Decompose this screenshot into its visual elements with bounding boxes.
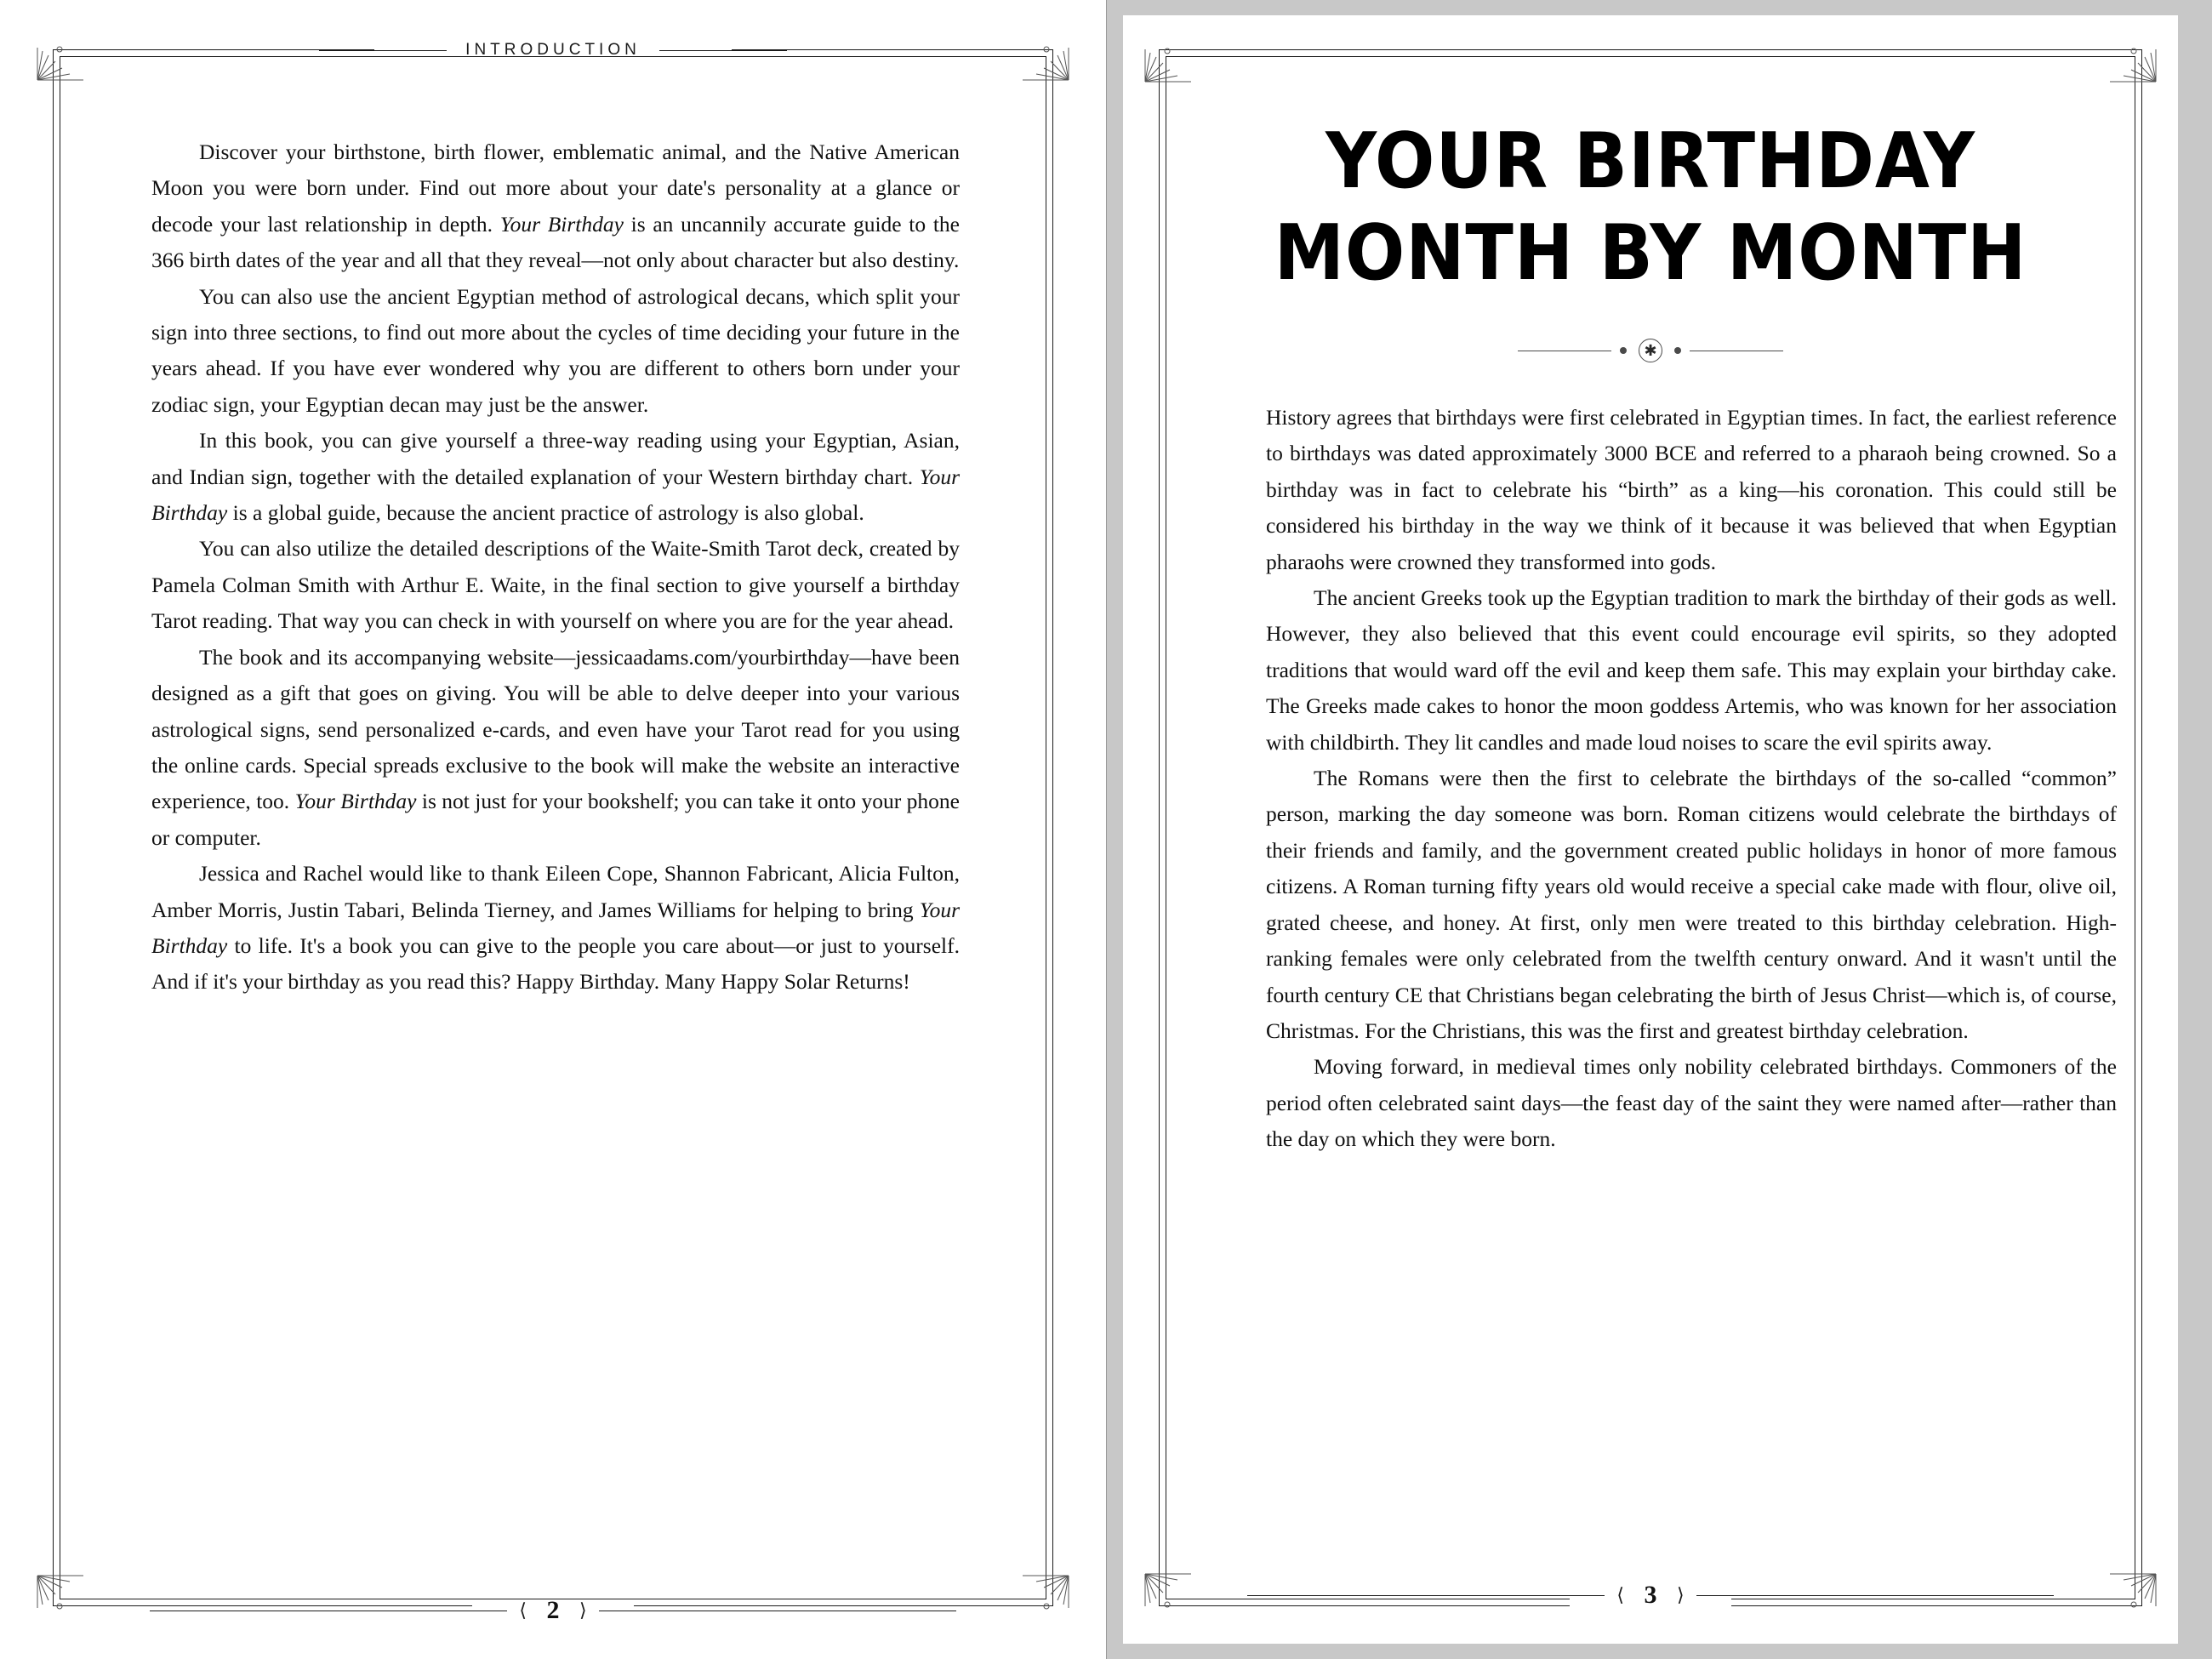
left-page-body [151,134,960,1001]
page-number: 3 [1644,1581,1657,1609]
paragraph: In this book, you can give yourself a three-way reading using your Egyptian, Asian, and Indian sign, together with the detailed explanation of your Western birthday chart. Your Birthday is a global guide, because the ancient practice of astrology is also global. [151,428,960,526]
asterisk-star-icon: ✱ [1639,339,1662,362]
page-title-line-2: MONTH BY MONTH [1274,208,2027,298]
paragraph: Discover your birthstone, birth flower, emblematic animal, and the Native American Moon you were born under. Find out more about your date's personality at a glance or decode your last relationship in depth. Your Birthday is an uncannily accurate guide to the 366 birth dates of the year and all that they reveal—not only about character but also destiny. [151,140,960,273]
paragraph: You can also use the ancient Egyptian method of astrological decans, which split your sign into three sections, to find out more about the cycles of time deciding your future in the years ahead. If you have ever wondered why you are different to others born under your zodiac sign, your Egyptian decan may just be the answer. [151,283,960,417]
folio-rule-right [1696,1595,2054,1596]
page-title [1259,116,2042,299]
paragraph: The Romans were then the first to celebrate the birthdays of the so-called “common” person, marking the day someone was born. Roman citizens would celebrate the birthdays of their friends and family, and the government created public holidays in honor of more famous citizens. A Roman turning fifty years old would receive a special cake made with flour, olive oil, grated cheese, and honey. At first, only men were treated to this birthday celebration. High-ranking females were only celebrated from the twelfth century onward. And it wasn't until the fourth century CE that Christians began celebrating the birth of Jesus Christ—which is, of course, Christmas. For the Christians, this was the first and greatest birthday celebration. [1266,766,2117,1043]
divider-dot-right [1674,347,1681,354]
folio-right [1123,1581,2178,1610]
right-page-body [1266,400,2117,1158]
paragraph: Jessica and Rachel would like to thank Eileen Cope, Shannon Fabricant, Alicia Fulton, Amber Morris, Justin Tabari, Belinda Tierney, and James Williams for helping to bring Your Birthday to life. It's a book you can give to the people you care about—or just to yourself. And if it's your birthday as you read this? Happy Birthday. Many Happy Solar Returns! [151,861,960,995]
running-head-rule-left [319,50,447,51]
title-divider-ornament [1225,339,2076,362]
paragraph: The ancient Greeks took up the Egyptian tradition to mark the birthday of their gods as well. However, they also believed that this event could encourage evil spirits, so they adopted traditions that would ward off the evil and keep them safe. This may explain your birthday cake. The Greeks made cakes to honor the moon goddess Artemis, who was known for her association with childbirth. They lit candles and made loud noises to scare the evil spirits away. [1266,585,2117,755]
folio-rule-left [1247,1595,1605,1596]
divider-dot-left [1620,347,1627,354]
page-title-line-1: YOUR BIRTHDAY [1325,117,1975,206]
paragraph: You can also utilize the detailed descriptions of the Waite-Smith Tarot deck, created by Pamela Colman Smith with Arthur E. Waite, in the final section to give yourself a birthday Tarot reading. That way you can check in with yourself on where you are for the year ahead. [151,536,960,634]
folio-mark-right: ⟩ [579,1599,587,1621]
folio-mark-right: ⟩ [1677,1584,1685,1605]
paragraph: Moving forward, in medieval times only nobility celebrated birthdays. Commoners of the period often celebrated saint days—the feast day of the saint they were named after—rather than the day on which they were born. [1266,1054,2117,1152]
page-number: 2 [546,1596,560,1624]
spread-gutter-divider [1106,0,1107,1659]
folio-mark-left: ⟨ [1616,1584,1624,1605]
page-right [1123,15,2178,1644]
folio-mark-left: ⟨ [519,1599,527,1621]
paragraph: History agrees that birthdays were first celebrated in Egyptian times. In fact, the earliest reference to birthdays was dated approximately 3000 BCE and referred to a pharaoh being crowned. So a birthday was in fact to celebrate his “birth” as a king—his coronation. This could still be considered his birthday in the way we think of it because it was believed that when Egyptian pharaohs were crowned they transformed into gods. [1266,405,2117,574]
folio-left [0,1596,1106,1625]
paragraph: The book and its accompanying website—jessicaadams.com/yourbirthday—have been designed as a gift that goes on giving. You will be able to delve deeper into your various astrological signs, send personalized e-cards, and even have your Tarot read for you using the online cards. Special spreads exclusive to the book will make the website an interactive experience, too. Your Birthday is not just for your bookshelf; you can take it onto your phone or computer. [151,644,960,850]
running-head-label: INTRODUCTION [465,41,641,59]
running-head-rule-right [659,50,787,51]
page-right-backdrop [1106,0,2212,1659]
running-head [0,41,1106,60]
